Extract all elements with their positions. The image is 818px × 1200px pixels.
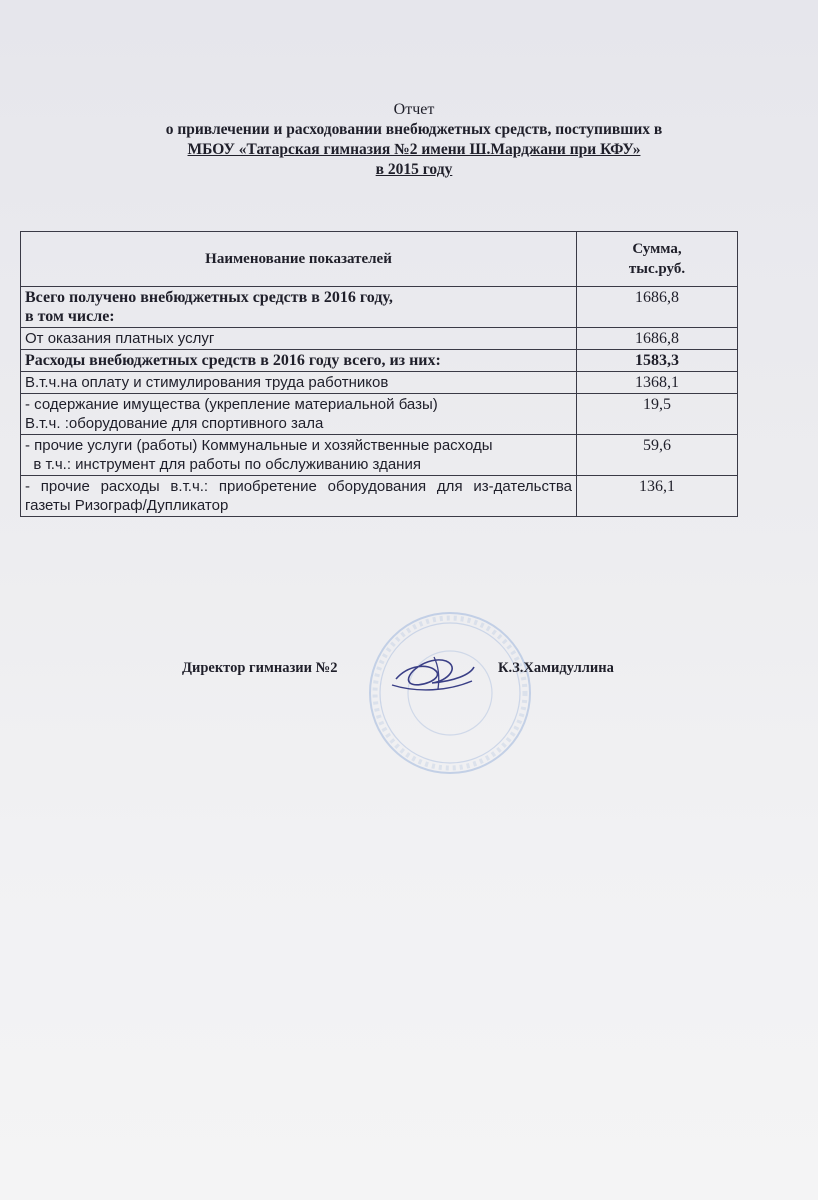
- column-header-sum-line2: тыс.руб.: [628, 261, 686, 277]
- row-name: Расходы внебюджетных средств в 2016 году всего, из них:: [21, 350, 577, 372]
- title-line-year: в 2015 году: [375, 161, 453, 178]
- row-value: 1686,8: [577, 328, 738, 350]
- row-value: 1368,1: [577, 372, 738, 394]
- title-line-report: Отчет: [393, 101, 435, 118]
- column-header-sum: [577, 232, 738, 287]
- row-name-line1: - прочие услуги (работы) Коммунальные и хозяйственные расходы: [25, 437, 493, 454]
- table-row: [21, 476, 738, 517]
- row-name-line1: Всего получено внебюджетных средств в 2016 году,: [25, 289, 393, 306]
- column-header-sum-line1: Сумма,: [632, 241, 682, 257]
- row-value: 136,1: [577, 476, 738, 517]
- row-name: [21, 394, 577, 435]
- row-name: В.т.ч.на оплату и стимулирования труда работников: [21, 372, 577, 394]
- table-row: [21, 350, 738, 372]
- title-line-subject: о привлечении и расходовании внебюджетных средств, поступивших в: [165, 121, 663, 138]
- row-name-line1: - содержание имущества (укрепление материальной базы): [25, 396, 438, 413]
- row-name-line2: в т.ч.: инструмент для работы по обслуживанию здания: [33, 456, 421, 473]
- row-name-line2: в том числе:: [25, 308, 115, 325]
- row-name: - прочие расходы в.т.ч.: приобретение оборудования для из-дательства газеты Ризограф/Дупликатор: [21, 476, 577, 517]
- row-name: [21, 435, 577, 476]
- table-row: [21, 287, 738, 328]
- row-value: 59,6: [577, 435, 738, 476]
- report-table: [20, 231, 738, 517]
- row-name: [21, 287, 577, 328]
- title-line-school: МБОУ «Татарская гимназия №2 имени Ш.Марджани при КФУ»: [187, 141, 641, 158]
- row-value: 19,5: [577, 394, 738, 435]
- row-name: От оказания платных услуг: [21, 328, 577, 350]
- handwritten-signature: [388, 645, 478, 700]
- table-row: [21, 328, 738, 350]
- director-name: К.З.Хамидуллина: [498, 660, 614, 676]
- table-row: [21, 372, 738, 394]
- row-value: 1583,3: [577, 350, 738, 372]
- director-title: Директор гимназии №2: [182, 660, 338, 676]
- row-value: 1686,8: [577, 287, 738, 328]
- column-header-name: Наименование показателей: [21, 232, 577, 287]
- table-header-row: [21, 232, 738, 287]
- table-row: [21, 435, 738, 476]
- table-row: [21, 394, 738, 435]
- row-name-line2: В.т.ч. :оборудование для спортивного зала: [25, 415, 324, 432]
- report-title: [60, 100, 768, 180]
